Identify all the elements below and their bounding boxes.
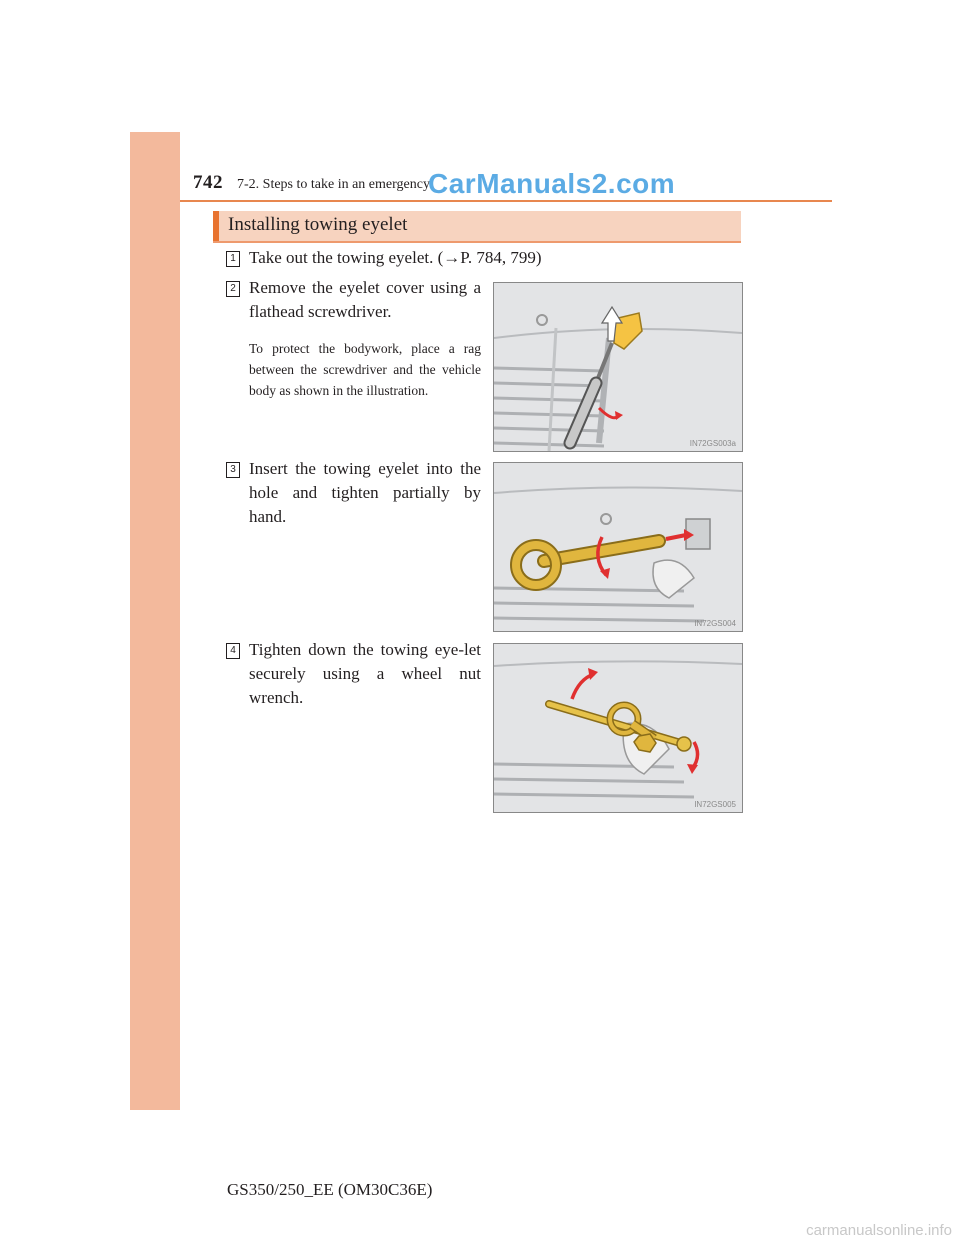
step-1-text: Take out the towing eyelet. (→P. 784, 799) bbox=[249, 248, 542, 267]
step-3-text: Insert the towing eyelet into the hole and tighten partially by hand. bbox=[249, 459, 481, 526]
chapter-title: 7-2. Steps to take in an emergency bbox=[237, 177, 430, 192]
step-number-2: 2 bbox=[226, 281, 240, 297]
side-tab bbox=[130, 132, 180, 1110]
watermark-logo: CarManuals2.com bbox=[428, 168, 676, 199]
figure-remove-cover bbox=[493, 282, 743, 452]
figure-tighten-eyelet bbox=[493, 643, 743, 813]
model-footer: GS350/250_EE (OM30C36E) bbox=[227, 1180, 433, 1199]
section-accent-bar bbox=[213, 211, 219, 241]
step-2-text: Remove the eyelet cover using a flathead screwdriver. bbox=[249, 278, 481, 321]
step-number-4: 4 bbox=[226, 643, 240, 659]
site-watermark: carmanualsonline.info bbox=[806, 1222, 952, 1239]
figure-code: IN72GS004 bbox=[694, 619, 736, 628]
page-number: 742 bbox=[193, 172, 223, 193]
figure-code: IN72GS003a bbox=[689, 439, 736, 448]
step-2-note: To protect the bodywork, place a rag between the screwdriver and the vehicle body as shown in the illustration. bbox=[249, 341, 481, 398]
section-heading bbox=[213, 211, 741, 243]
header-divider bbox=[180, 200, 832, 202]
figure-insert-eyelet bbox=[493, 462, 743, 632]
section-title: Installing towing eyelet bbox=[228, 214, 408, 235]
step-4-text: Tighten down the towing eye-let securely using a wheel nut wrench. bbox=[249, 640, 481, 707]
step-number-1: 1 bbox=[226, 251, 240, 267]
step-number-3: 3 bbox=[226, 462, 240, 478]
figure-code: IN72GS005 bbox=[694, 800, 736, 809]
